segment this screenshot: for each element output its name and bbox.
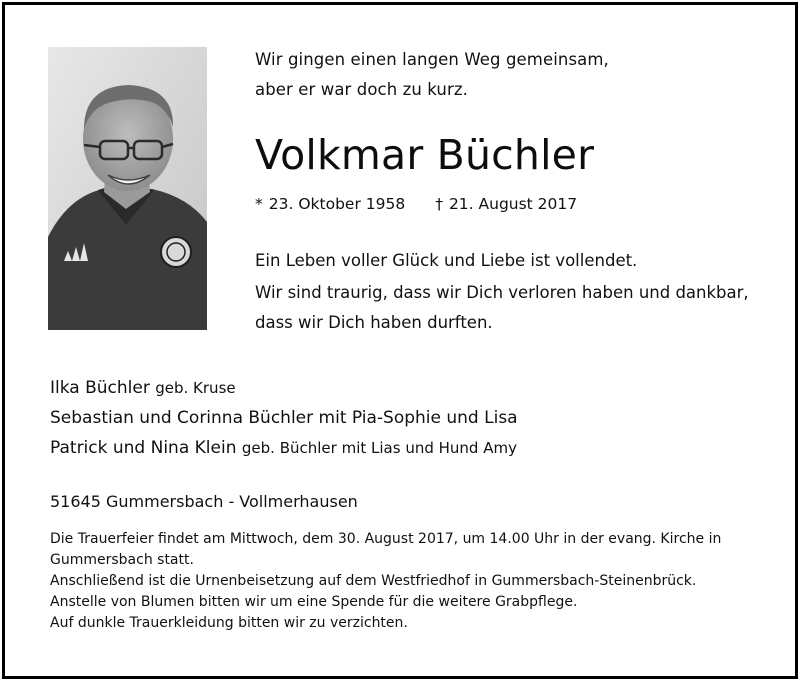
portrait-photo bbox=[48, 47, 207, 330]
mourning-line-2: Wir sind traurig, dass wir Dich verloren haben und dankbar, bbox=[255, 283, 749, 302]
quote-line-1: Wir gingen einen langen Weg gemeinsam, bbox=[255, 50, 609, 69]
family-member-1-suffix: geb. Kruse bbox=[155, 379, 236, 397]
family-member-1-name: Ilka Büchler bbox=[50, 378, 150, 398]
family-member-2: Sebastian und Corinna Büchler mit Pia-Sophie und Lisa bbox=[50, 408, 518, 428]
birth-date: 23. Oktober 1958 bbox=[268, 195, 406, 213]
life-dates bbox=[255, 193, 577, 215]
family-member-3 bbox=[50, 433, 518, 463]
obituary-frame bbox=[2, 2, 798, 679]
location: 51645 Gummersbach - Vollmerhausen bbox=[50, 492, 358, 511]
mourning-words bbox=[255, 246, 749, 338]
note-ceremony: Die Trauerfeier findet am Mittwoch, dem 30. August 2017, um 14.00 Uhr in der evang. Kirche in Gummersbach statt. bbox=[50, 531, 722, 568]
funeral-notes bbox=[50, 529, 780, 634]
deceased-name: Volkmar Büchler bbox=[255, 131, 595, 179]
note-attire: Auf dunkle Trauerkleidung bitten wir zu verzichten. bbox=[50, 615, 408, 631]
quote-line-2: aber er war doch zu kurz. bbox=[255, 80, 468, 99]
birth-symbol: * bbox=[255, 195, 263, 213]
family-list bbox=[50, 373, 518, 463]
quote bbox=[255, 45, 609, 105]
mourning-line-3: dass wir Dich haben durften. bbox=[255, 313, 493, 332]
family-member-3-suffix: geb. Büchler mit Lias und Hund Amy bbox=[241, 439, 517, 457]
note-burial: Anschließend ist die Urnenbeisetzung auf dem Westfriedhof in Gummersbach-Steinenbrück. bbox=[50, 573, 697, 589]
death-symbol: † bbox=[435, 195, 443, 213]
family-member-1 bbox=[50, 373, 518, 403]
family-member-3-name: Patrick und Nina Klein bbox=[50, 438, 237, 458]
death-date: 21. August 2017 bbox=[448, 195, 578, 213]
note-donation: Anstelle von Blumen bitten wir um eine Spende für die weitere Grabpflege. bbox=[50, 594, 578, 610]
mourning-line-1: Ein Leben voller Glück und Liebe ist vollendet. bbox=[255, 251, 638, 270]
